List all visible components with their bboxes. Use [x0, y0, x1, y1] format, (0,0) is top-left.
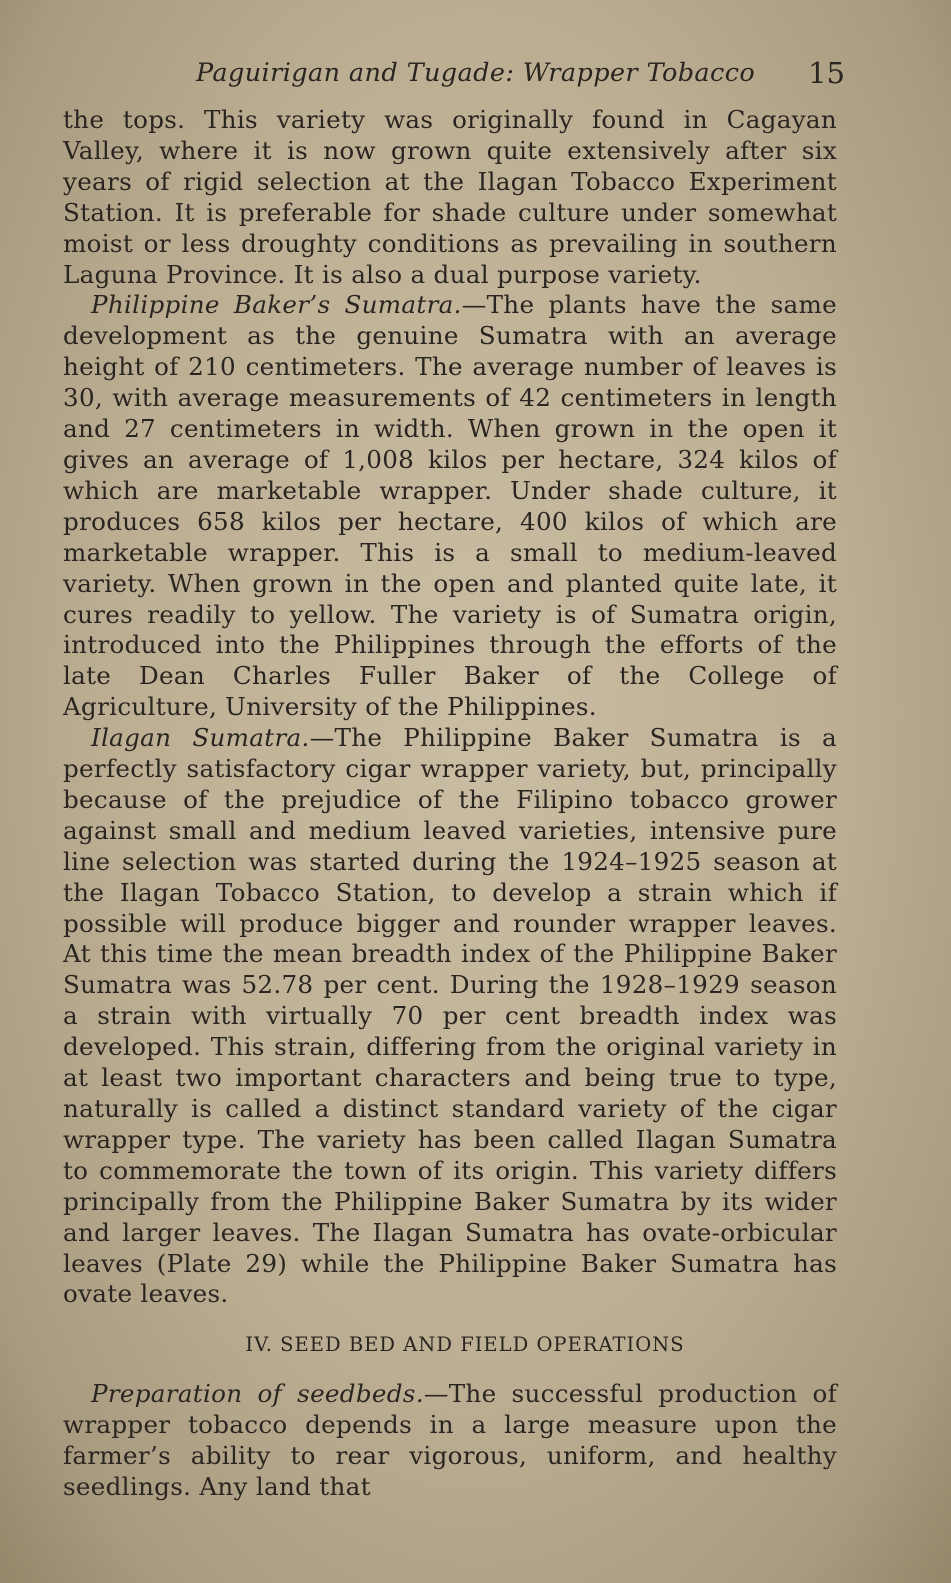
- subheading-preparation-of-seedbeds: Preparation of seedbeds.: [91, 1379, 424, 1409]
- paragraph-ilagan-sumatra: [63, 723, 837, 1310]
- page-number: 15: [808, 56, 845, 90]
- paragraph-text: —The plants have the same development as the genuine Sumatra with an average height of 210 centimeters. The average number of leaves is 30, with average measurements of 42 centimeters in length and 27 centimeters in width. When grown in the open it gives an average of 1,008 kilos per hectare, 324 kilos of which are marketable wrapper. Under shade culture, it produces 658 kilos per hectare, 400 kilos of which are marketable wrapper. This is a small to medium-leaved variety. When grown in the open and planted quite late, it cures readily to yellow. The variety is of Sumatra origin, introduced into the Philippines through the efforts of the late Dean Charles Fuller Baker of the College of Agriculture, University of the Philippines.: [63, 290, 837, 722]
- paragraph-philippine-bakers-sumatra: [63, 290, 837, 723]
- running-head: Paguirigan and Tugade: Wrapper Tobacco: [196, 58, 756, 88]
- variety-name-ilagan-sumatra: Ilagan Sumatra.: [91, 723, 310, 753]
- paragraph-variety-continuation: [63, 105, 837, 290]
- paragraph-text: the tops. This variety was originally found in Cagayan Valley, where it is now grown quite extensively after six years of rigid selection at the Ilagan Tobacco Experiment Station. It is preferable for shade culture under somewhat moist or less droughty conditions as prevailing in southern Laguna Province. It is also a dual purpose variety.: [63, 105, 837, 289]
- paragraph-preparation-of-seedbeds: [63, 1379, 837, 1503]
- variety-name-philippine-bakers-sumatra: Philippine Baker’s Sumatra.: [91, 290, 462, 320]
- body-text: [63, 105, 837, 1503]
- paragraph-text: —The successful production of wrapper tobacco depends in a large measure upon the farmer’s ability to rear vigorous, uniform, and healthy seedlings. Any land that: [63, 1379, 838, 1501]
- paragraph-text: —The Philippine Baker Sumatra is a perfectly satisfactory cigar wrapper variety, but, principally because of the prejudice of the Filipino tobacco grower against small and medium leaved varieties, intensive pure line selection was started during the 1924–1925 season at the Ilagan Tobacco Station, to develop a strain which if possible will produce bigger and rounder wrapper leaves. At this time the mean breadth index of the Philippine Baker Sumatra was 52.78 per cent. During the 1928–1929 season a strain with virtually 70 per cent breadth index was developed. This strain, differing from the original variety in at least two important characters and being true to type, naturally is called a distinct standard variety of the cigar wrapper type. The variety has been called Ilagan Sumatra to commemorate the town of its origin. This variety differs principally from the Philippine Baker Sumatra by its wider and larger leaves. The Ilagan Sumatra has ovate-orbicular leaves (Plate 29) while the Philippine Baker Sumatra has ovate leaves.: [63, 723, 837, 1309]
- section-heading: IV. SEED BED AND FIELD OPERATIONS: [245, 1333, 685, 1357]
- page-header: [196, 56, 851, 96]
